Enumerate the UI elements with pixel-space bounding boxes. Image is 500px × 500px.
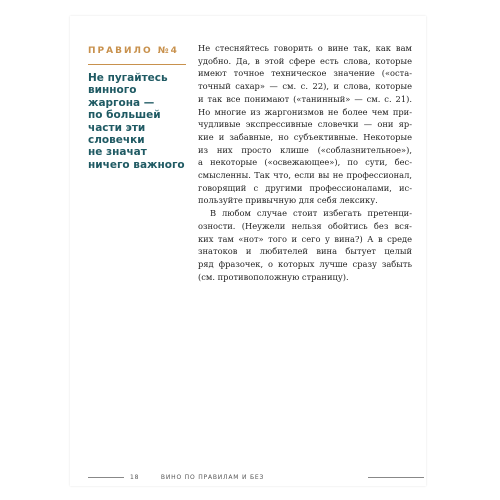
body-line: говорящий с другими профессионалами, ис- [198,182,412,193]
rule-divider [88,64,186,65]
body-line: точный сахар» — см. с. 22), и слова, которые [198,81,412,92]
body-line: удобно. Да, в этой сфере есть слова, которые [198,55,412,66]
body-line: кие и забавные, но субъективные. Некоторые [198,131,412,142]
body-line: из них просто клише («соблазнительное»), [198,144,412,155]
body-line: смысленны. Так что, если вы не профессионал, [198,170,412,181]
running-title: ВИНО ПО ПРАВИЛАМ И БЕЗ [160,474,265,481]
body-line: знатоков и любителей вина бытует целый [198,246,412,257]
page-number: 18 [130,474,140,481]
body-line: В любом случае стоит избегать претенци- [210,208,412,219]
footer-rule-left [88,477,124,478]
body-line: Не стесняйтесь говорить о вине так, как вам [198,43,412,53]
rule-title: Не пугайтесь винного жаргона — по большей части эти словечки не значат ничего важного [88,72,185,171]
page-footer [130,474,264,481]
body-line: пользуйте привычную для себя лексику. [198,195,378,206]
body-line: ких там «нот» того и сего у вина?) А в среде [198,233,412,244]
body-line: чудливые экспрессивные словечки — они яр- [198,119,412,130]
body-line: имеют точное техническое значение («оста- [198,68,412,79]
footer-rule-right [368,477,424,478]
body-line: а некоторые («освежающее»), по сути, бес- [198,157,412,168]
body-line: Но многие из жаргонизмов не более чем при- [198,106,412,117]
body-line: (см. противоположную страницу). [198,271,349,282]
body-line: озности. (Неужели нельзя обойтись без вся- [198,220,412,231]
body-text [198,42,412,283]
rule-number: ПРАВИЛО №4 [88,46,179,56]
body-line: ряд фразочек, о которых лучше сразу забыть [198,258,412,269]
body-line: и так все понимают («танинный» — см. с. 21). [198,93,412,104]
